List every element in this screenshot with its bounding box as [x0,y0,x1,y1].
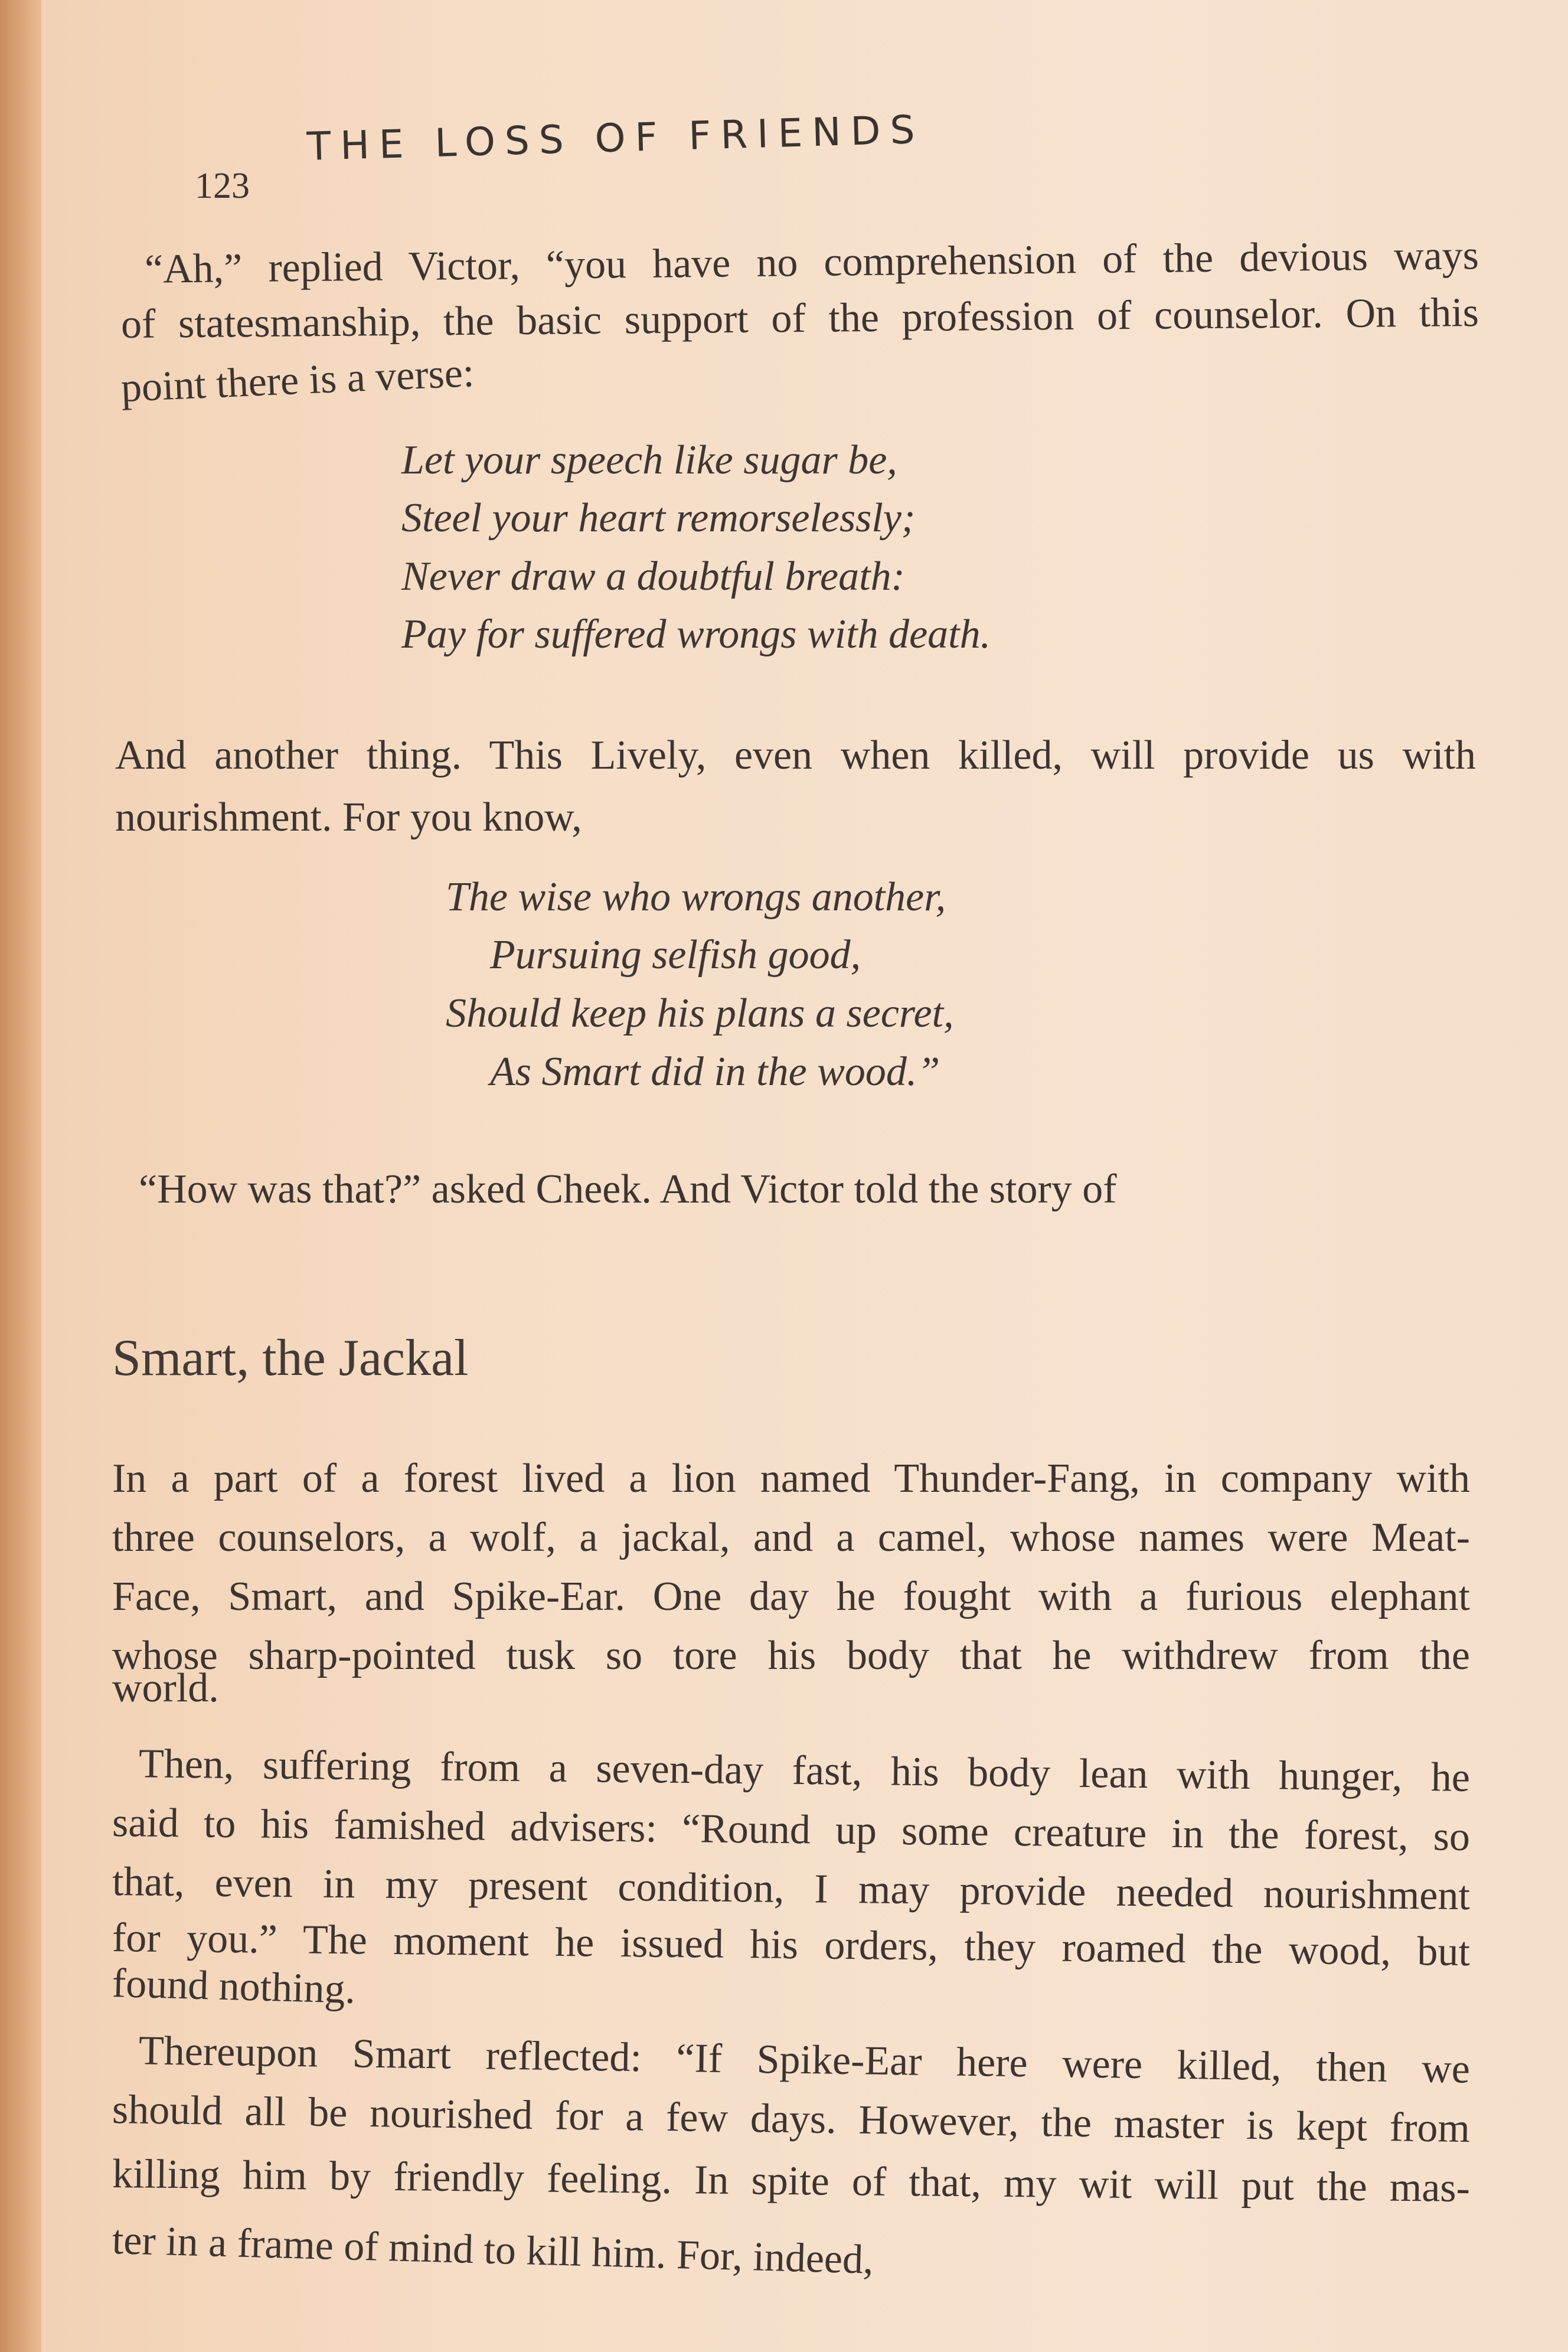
paragraph-6-line-4: ter in a frame of mind to kill him. For, indeed, [112,2217,874,2283]
page-number: 123 [195,166,250,206]
verse-2-line-2: Pursuing selfish good, [490,932,861,978]
paragraph-4-line-3: Face, Smart, and Spike-Ear. One day he fought with a furious elephant [112,1574,1470,1619]
verse-2-line-4: As Smart did in the wood.” [490,1049,940,1095]
paragraph-5-line-4: for you.” The moment he issued his orders, they roamed the wood, but [112,1915,1471,1975]
paragraph-4-line-5: world. [112,1665,219,1711]
section-heading: Smart, the Jackal [112,1329,469,1387]
verse-2-line-3: Should keep his plans a secret, [446,991,954,1036]
paragraph-2-line-2: nourishment. For you know, [115,795,582,840]
running-title: THE LOSS OF FRIENDS [306,106,925,169]
paragraph-5-line-2: said to his famished advisers: “Round up some creature in the forest, so [112,1799,1471,1860]
paragraph-1-line-3: point there is a verse: [120,349,475,411]
paragraph-4-line-2: three counselors, a wolf, a jackal, and a camel, whose names were Meat- [112,1515,1470,1560]
paragraph-6-line-1: Thereupon Smart reflected: “If Spike-Ear here were killed, then we [138,2028,1471,2092]
verse-1-line-1: Let your speech like sugar be, [401,437,897,483]
verse-1-line-2: Steel your heart remorselessly; [401,495,916,541]
book-gutter [0,0,47,2352]
paragraph-6-line-3: killing him by friendly feeling. In spite of that, my wit will put the mas- [112,2151,1471,2211]
paragraph-5-line-1: Then, suffering from a seven-day fast, his body lean with hunger, he [138,1741,1471,1801]
paragraph-1-line-2: of statesmanship, the basic support of the profession of counselor. On this [120,289,1479,348]
verse-1-line-3: Never draw a doubtful breath: [401,554,905,599]
verse-1-line-4: Pay for suffered wrongs with death. [401,612,991,657]
verse-2-line-1: The wise who wrongs another, [446,874,946,920]
paragraph-4-line-4: whose sharp-pointed tusk so tore his body that he withdrew from the [112,1633,1470,1678]
paragraph-6-line-2: should all be nourished for a few days. However, the master is kept from [112,2086,1471,2152]
paragraph-5-line-3: that, even in my present condition, I may provide needed nourishment [112,1858,1471,1919]
paragraph-5-line-5: found nothing. [112,1961,357,2013]
paragraph-3: “How was that?” asked Cheek. And Victor told the story of [139,1167,1117,1212]
paragraph-2-line-1: And another thing. This Lively, even when killed, will provide us with [115,733,1476,778]
paragraph-4-line-1: In a part of a forest lived a lion named Thunder-Fang, in company with [112,1456,1470,1501]
paragraph-1-line-1: “Ah,” replied Victor, “you have no comprehension of the devious ways [144,233,1479,292]
